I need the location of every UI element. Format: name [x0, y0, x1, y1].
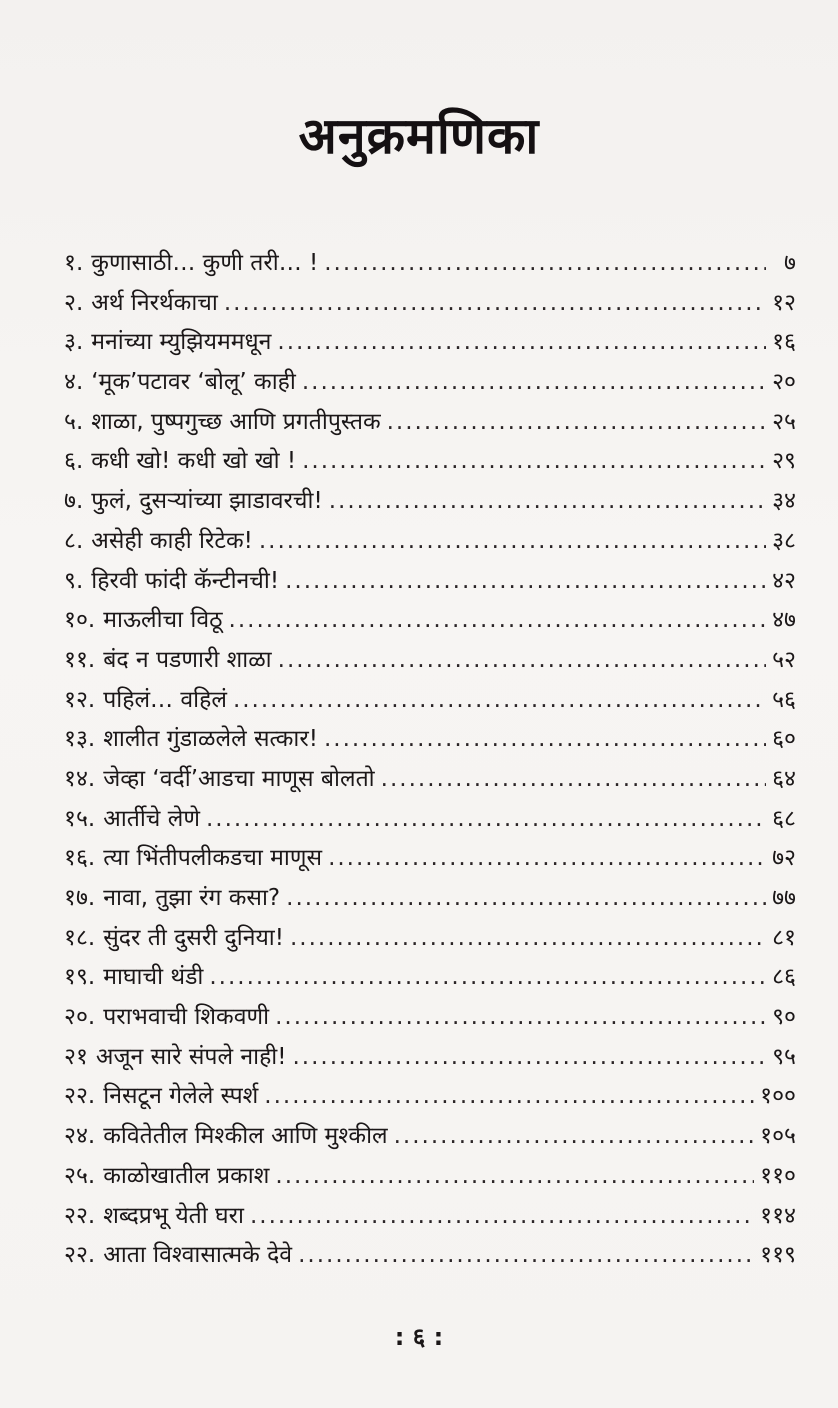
toc-entry-number: २४.: [64, 1123, 96, 1150]
toc-entry-page: ९५: [772, 1043, 796, 1070]
dot-leader: [387, 407, 766, 437]
dot-leader: [275, 1002, 766, 1032]
toc-entry-title: फुलं, दुसऱ्यांच्या झाडावरची!: [91, 488, 323, 515]
toc-entry-title: बंद न पडणारी शाळा: [103, 646, 272, 673]
toc-entry-number: २५.: [64, 1162, 96, 1189]
toc-entry-page: ४२: [772, 567, 796, 594]
dot-leader: [209, 962, 766, 992]
toc-entry-page: ५२: [772, 646, 796, 673]
dot-leader: [278, 645, 766, 675]
dot-leader: [285, 566, 766, 596]
toc-entry-number: १८.: [64, 924, 96, 951]
toc-entry: [64, 1002, 796, 1042]
toc-entry-page: ३४: [772, 488, 796, 515]
dot-leader: [275, 1161, 754, 1191]
toc-entry-title: असेही काही रिटेक!: [91, 527, 253, 554]
toc-entry: [64, 566, 796, 606]
toc-entry: [64, 248, 796, 288]
toc-entry: [64, 923, 796, 963]
toc-entry-page: ६८: [772, 805, 796, 832]
toc-entry: [64, 685, 796, 725]
toc-entry-page: २९: [772, 448, 796, 475]
toc-entry-title: हिरवी फांदी कॅन्टीनची!: [91, 567, 280, 594]
toc-entry-number: १०.: [64, 607, 96, 634]
toc-entry-title: कधी खो! कधी खो खो !: [91, 448, 297, 475]
toc-entry-number: ८.: [64, 527, 84, 554]
table-of-contents: [64, 248, 796, 1280]
toc-entry-number: १२.: [64, 686, 96, 713]
toc-entry-number: १४.: [64, 765, 96, 792]
dot-leader: [329, 486, 766, 516]
toc-entry-page: ४७: [772, 607, 796, 634]
toc-entry-number: २.: [64, 289, 84, 316]
dot-leader: [302, 367, 766, 397]
dot-leader: [290, 923, 766, 953]
toc-entry-page: ९०: [772, 1004, 796, 1031]
toc-entry-title: आता विश्वासात्मके देवे: [103, 1242, 293, 1269]
toc-entry: [64, 883, 796, 923]
page-number: : ६ :: [394, 1323, 444, 1351]
dot-leader: [302, 446, 766, 476]
dot-leader: [293, 1042, 767, 1072]
toc-entry-title: जेव्हा ‘वर्दी’आडचा माणूस बोलतो: [103, 765, 375, 792]
toc-entry-title: नावा, तुझा रंग कसा?: [103, 885, 281, 911]
toc-entry-title: त्या भिंतीपलीकडचा माणूस: [103, 845, 323, 872]
toc-entry-title: सुंदर ती दुसरी दुनिया!: [103, 924, 284, 951]
dot-leader: [298, 1240, 754, 1270]
toc-entry-title: काळोखातील प्रकाश: [103, 1162, 270, 1189]
toc-entry: [64, 962, 796, 1002]
dot-leader: [277, 327, 766, 357]
toc-entry-page: ८६: [772, 964, 796, 991]
toc-entry-page: ७२: [772, 845, 796, 872]
toc-entry: [64, 1201, 796, 1241]
toc-entry: [64, 764, 796, 804]
dot-leader: [324, 724, 766, 754]
toc-entry-page: ६०: [772, 726, 796, 753]
toc-entry-page: ८१: [772, 924, 796, 951]
toc-entry: [64, 367, 796, 407]
toc-entry-number: २२.: [64, 1083, 96, 1110]
toc-entry: [64, 288, 796, 328]
toc-entry-title: निसटून गेलेले स्पर्श: [103, 1083, 259, 1110]
toc-entry: [64, 1161, 796, 1201]
toc-entry: [64, 327, 796, 367]
dot-leader: [381, 764, 766, 794]
dot-leader: [259, 526, 766, 556]
toc-entry-title: पहिलं… वहिलं: [103, 686, 227, 713]
toc-entry-page: ६४: [772, 765, 796, 792]
toc-entry: [64, 645, 796, 685]
toc-entry-title: माऊलीचा विठू: [103, 607, 223, 634]
toc-entry: [64, 1121, 796, 1161]
toc-entry-number: १३.: [64, 726, 96, 753]
toc-entry-page: ५६: [772, 686, 796, 713]
toc-entry-title: आर्तीचे लेणे: [103, 805, 200, 832]
toc-entry-title: कुणासाठी… कुणी तरी… !: [91, 250, 319, 276]
toc-entry-page: १६: [772, 329, 796, 356]
dot-leader: [233, 685, 766, 715]
toc-entry-page: ३८: [772, 527, 796, 554]
toc-entry-number: ३.: [64, 329, 84, 356]
toc-entry-number: ४.: [64, 369, 84, 396]
toc-entry-title: पराभवाची शिकवणी: [103, 1004, 270, 1031]
dot-leader: [224, 288, 766, 318]
dot-leader: [250, 1201, 754, 1231]
toc-entry: [64, 1081, 796, 1121]
toc-entry-number: १७.: [64, 885, 96, 911]
dot-leader: [264, 1081, 754, 1111]
toc-entry-page: ११९: [760, 1242, 796, 1269]
toc-entry-number: १६.: [64, 845, 96, 872]
toc-entry-page: २५: [772, 408, 796, 435]
dot-leader: [206, 804, 766, 834]
dot-leader: [324, 248, 766, 278]
toc-entry-page: ११०: [760, 1162, 796, 1189]
toc-entry-number: ७.: [64, 488, 84, 515]
toc-entry-title: अर्थ निरर्थकाचा: [91, 289, 218, 316]
dot-leader: [394, 1121, 754, 1151]
toc-entry-number: २१: [64, 1043, 88, 1070]
toc-entry-number: ९.: [64, 567, 84, 594]
toc-entry-number: २०.: [64, 1004, 96, 1031]
toc-entry: [64, 843, 796, 883]
toc-entry-page: १०५: [760, 1123, 796, 1150]
toc-entry-number: २२.: [64, 1242, 96, 1269]
dot-leader: [286, 883, 766, 913]
toc-entry-page: ७७: [772, 885, 796, 911]
toc-entry-title: कवितेतील मिश्कील आणि मुश्कील: [103, 1123, 388, 1150]
toc-entry-title: शालीत गुंडाळलेले सत्कार!: [103, 726, 318, 753]
toc-entry: [64, 1240, 796, 1280]
toc-entry: [64, 1042, 796, 1082]
toc-entry-page: ११४: [760, 1202, 796, 1229]
toc-entry-number: ६.: [64, 448, 84, 475]
toc-entry-title: ‘मूक’पटावर ‘बोलू’ काही: [91, 369, 296, 396]
toc-entry-number: ११.: [64, 646, 96, 673]
toc-entry: [64, 526, 796, 566]
toc-entry: [64, 605, 796, 645]
toc-entry: [64, 724, 796, 764]
page-title: अनुक्रमणिका: [298, 107, 540, 165]
toc-entry: [64, 407, 796, 447]
toc-entry-page: ७: [784, 250, 796, 276]
toc-entry-number: २२.: [64, 1202, 96, 1229]
toc-entry-title: शब्दप्रभू येती घरा: [103, 1202, 244, 1229]
toc-entry-title: माघाची थंडी: [103, 964, 204, 991]
toc-entry-title: मनांच्या म्युझियममधून: [91, 329, 272, 356]
toc-entry-page: १००: [760, 1083, 796, 1110]
toc-entry: [64, 486, 796, 526]
toc-entry-title: शाळा, पुष्पगुच्छ आणि प्रगतीपुस्तक: [91, 408, 381, 435]
toc-entry: [64, 446, 796, 486]
toc-entry-number: ५.: [64, 408, 84, 435]
toc-entry-number: १५.: [64, 805, 96, 832]
toc-entry-page: १२: [772, 289, 796, 316]
toc-entry-title: अजून सारे संपले नाही!: [95, 1043, 287, 1070]
toc-entry: [64, 804, 796, 844]
dot-leader: [229, 605, 766, 635]
toc-entry-number: १.: [64, 250, 84, 276]
toc-entry-page: २०: [772, 369, 796, 396]
toc-entry-number: १९.: [64, 964, 96, 991]
dot-leader: [328, 843, 766, 873]
